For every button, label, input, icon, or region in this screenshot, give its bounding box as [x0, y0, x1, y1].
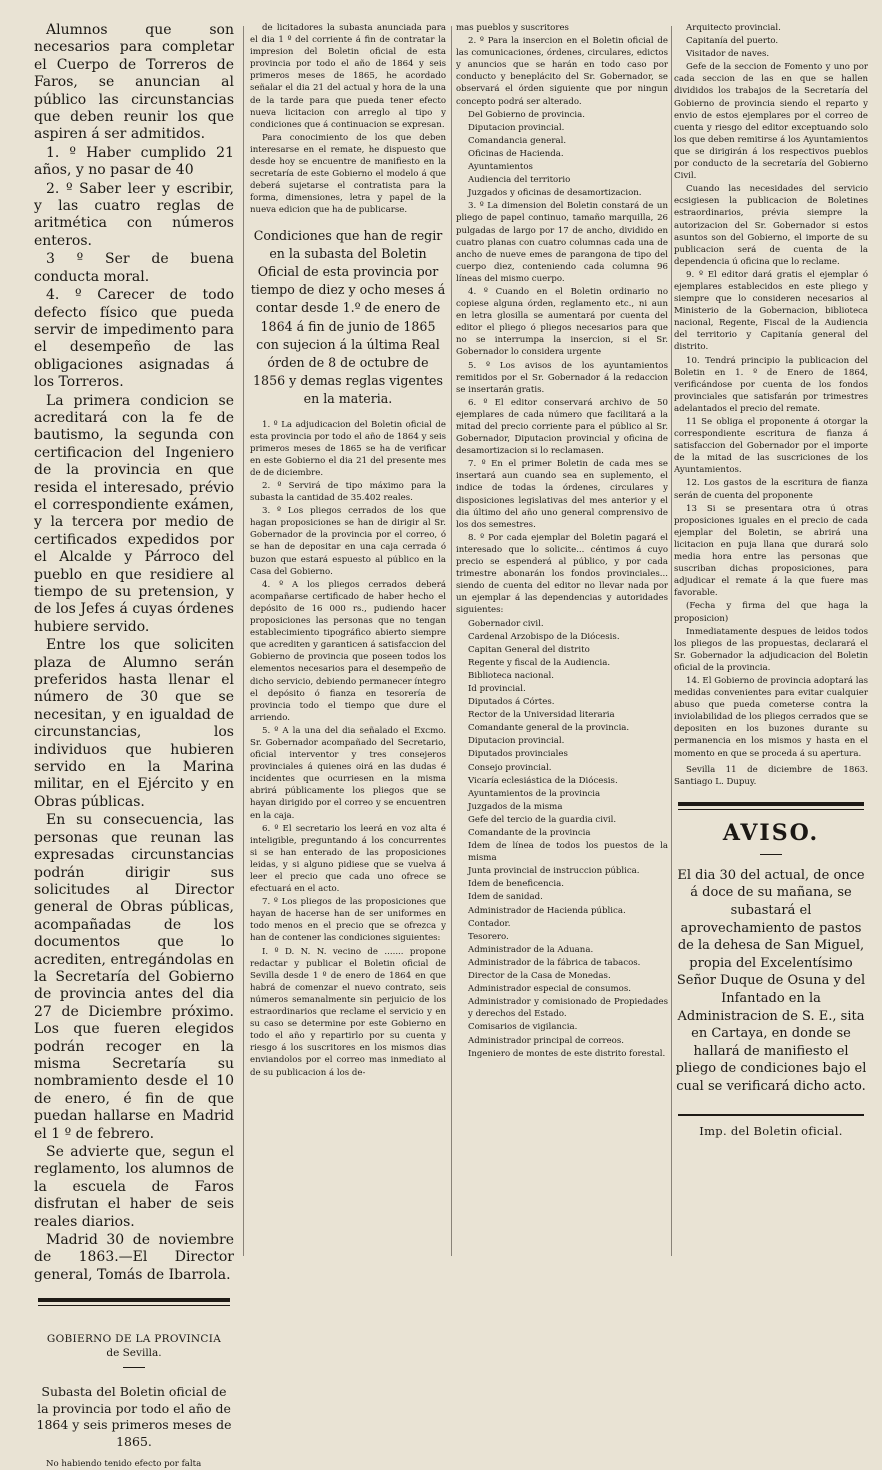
- list-item: Del Gobierno de provincia.: [468, 109, 586, 120]
- column-rule: [243, 26, 244, 1256]
- section-divider-thick: [38, 1298, 230, 1302]
- recipient-list-continued: [674, 22, 868, 60]
- list-item: Juzgados y oficinas de desamortizacion.: [468, 188, 642, 199]
- recipient-list: [456, 618, 668, 1060]
- list-item: Diputacion provincial.: [468, 736, 565, 747]
- conditions-heading: Condiciones que han de regir en la subasta del Boletin Oficial de esta provincia por tiempo de diez y ocho meses á contar desde 1.º de enero de 1864 á fin de junio de 1865 con sujecion á la última Real órden de 8 de octubre de 1856 y demas reglas vigentes en la materia.: [250, 227, 446, 407]
- condition-item: 1. º La adjudicacion del Boletin oficial de esta provincia por todo el año de 1864 y seis primeros meses de 1865 se ha de verificar en este Gobierno el dia 21 del presente mes de de diciembre.: [250, 419, 446, 478]
- short-rule: [760, 854, 782, 855]
- condition-item: I. º D. N. N. vecino de ....... propone redactar y publicar el Boletin oficial de Sevilla desde 1 º de enero de 1864 en que habrá de comenzar el nuevo contrato, seis números semanalmente sin perjuicio de los estraordinarios que reclame el servicio y en su caso se determine por este Gobierno en todo el año y repartirlo por su cuenta y riesgo á los suscritores en los mismos dias enviandolos por el correo mas inmediato al de su publicacion á los de-: [250, 946, 446, 1078]
- list-item: Junta provincial de instruccion pública.: [468, 866, 640, 877]
- list-item: Administrador de Hacienda pública.: [468, 905, 626, 916]
- aviso-text: El dia 30 del actual, de once á doce de su mañana, se subastará el aprovechamiento de pastos de la dehesa de San Miguel, propia del Excelentísimo Señor Duque de Osuna y del Infantado en la Administracion de S. E., sita en Cartaya, en donde se hallará de manifiesto el pliego de condiciones bajo el cual se verificará dicho acto.: [675, 867, 867, 1094]
- signature: Sevilla 11 de diciembre de 1863. Santiago L. Dupuy.: [674, 764, 868, 787]
- condition-item: 5. º A la una del dia señalado el Excmo. Sr. Gobernador acompañado del Secretario, oficial interventor y tres consejeros provinciales á quienes oirá en las dudas é incidentes que ocurriesen en la misma abrirá públicamente los pliegos que se hayan dirigido por el correo y se encuentren en la caja.: [250, 725, 446, 821]
- column-rule: [451, 26, 452, 1256]
- list-item: Comandante general de la provincia.: [468, 723, 630, 734]
- list-item: Tesorero.: [468, 931, 509, 942]
- section-divider-thick: [678, 802, 864, 806]
- list-item: Administrador de la fábrica de tabacos.: [468, 957, 641, 968]
- faros-paragraph: Entre los que soliciten plaza de Alumno serán preferidos hasta llenar el número de 30 que se necesitan, y en igualdad de circunstancias, los individuos que hubieren servido en la Marina militar, en el Ejército y en Obras públicas.: [34, 637, 234, 810]
- column-3: [456, 22, 668, 1272]
- list-item: Cardenal Arzobispo de la Diócesis.: [468, 631, 620, 642]
- gobierno-subtitle: de Sevilla.: [106, 1347, 162, 1360]
- condition-item: 4. º Cuando en el Boletin ordinario no copiese alguna órden, reglamento etc., ni aun en letra glosilla se aumentará por cuenta del editor el pliego ó pliegos necesarios para que no se interrumpa la insercion, si el Sr. Gobernador lo considera urgente: [456, 286, 668, 358]
- list-item: Juzgados de la misma: [468, 801, 563, 812]
- list-item: Diputados á Córtes.: [468, 697, 555, 708]
- faros-signature: Madrid 30 de noviembre de 1863.—El Director general, Tomás de Ibarrola.: [34, 1232, 234, 1283]
- condition-note: (Fecha y firma del que haga la proposicion): [674, 601, 868, 624]
- condition-item: 2. º Servirá de tipo máximo para la subasta la cantidad de 35.402 reales.: [250, 481, 446, 504]
- subasta-start: No habiendo tenido efecto por falta: [46, 1459, 202, 1470]
- short-rule: [123, 1367, 145, 1368]
- list-item: Administrador de la Aduana.: [468, 944, 594, 955]
- condition-item: 3. º Los pliegos cerrados de los que hagan proposiciones se han de dirigir al Sr. Gobernador de la provincia por el correo, ó se han de depositar en una caja cerrada ó buzon que estará espuesto al público en la Casa del Gobierno.: [250, 506, 446, 577]
- condition-item: 14. El Gobierno de provincia adoptará las medidas convenientes para evitar cualquier abuso que pueda cometerse contra la inviolabilidad de los pliegos cerrados que se depositen en los buzones durante su permanencia en los mismos y hasta en el momento en que se proceda á su apertura.: [674, 675, 868, 759]
- list-item: Comandante de la provincia: [468, 828, 591, 838]
- faros-requirement: 1. º Haber cumplido 21 años, y no pasar de 40: [34, 144, 234, 179]
- list-item: Visitador de naves.: [686, 49, 770, 60]
- condition-item: 11 Se obliga el proponente á otorgar la correspondiente escritura de fianza á satisfaccion del Gobernador por el importe de la mitad de las suscriciones de los Ayuntamientos.: [674, 417, 868, 476]
- list-item: Capitan General del distrito: [468, 644, 590, 655]
- condition-item: 9. º El editor dará gratis el ejemplar ó ejemplares establecidos en este pliego y siempre que lo consideren necesarios al Ministerio de la Gobernacion, biblioteca nacional, Regente, Fiscal de la Audiencia del territorio y Capitanía general del distrito.: [674, 269, 868, 353]
- column-rule: [671, 26, 672, 1256]
- list-item: Idem de beneficencia.: [468, 879, 564, 890]
- faros-paragraph: Se advierte que, segun el reglamento, los alumnos de la escuela de Faros disfrutan el haber de seis reales diarios.: [34, 1144, 234, 1230]
- condition-paragraph: Cuando las necesidades del servicio ecsigiesen la publicacion de Boletines estraordinarios, prévia siempre la autorizacion del Sr. Gobernador si estos asuntos son del Gobierno, el importe de su publicacion será de cuenta de la dependencia ú oficina que lo reclame.: [674, 184, 868, 267]
- footer-divider: [678, 1114, 864, 1116]
- gobierno-title: GOBIERNO DE LA PROVINCIA: [46, 1333, 222, 1346]
- list-item: Id provincial.: [468, 683, 526, 694]
- condition-item: 7. º En el primer Boletin de cada mes se insertará aun cuando sea en suplemento, el indice de todas la órdenes, circulares y disposiciones legislativas del mes anterior y el dia último del año uno general comprensivo de los dos semestres.: [456, 459, 668, 530]
- list-item: Ayuntamientos: [468, 162, 533, 173]
- continued-text: mas pueblos y suscritores: [456, 23, 569, 33]
- column-4: [674, 22, 868, 1272]
- subasta-paragraph: Para conocimiento de los que deben interesarse en el remate, he dispuesto que desde hoy se encuentre de manifiesto en la secretaría de este Gobierno el modelo á que deberá sujetarse el contratista para la forma, dimensiones, letra y papel de la nueva edicion que ha de publicarse.: [250, 132, 446, 216]
- condition-item: 4. º A los pliegos cerrados deberá acompañarse certificado de haber hecho el depósito de 16 000 rs., pudiendo hacer proposiciones las personas que no tengan establecimiento tipográfico abierto siempre que acrediten y garanticen á satisfaccion del Gobierno de provincia que poseen todos los elementos necesarios para el desempeño de dicho servicio, debiendo permanecer íntegro el depósito ó fianza en tesorería de provincia todo el tiempo que dure el arriendo.: [250, 579, 446, 723]
- list-item: Vicaría eclesiástica de la Diócesis.: [468, 775, 618, 786]
- list-item: Regente y fiscal de la Audiencia.: [468, 657, 611, 668]
- list-item: Gobernador civil.: [468, 618, 544, 629]
- condition-item: 8. º Por cada ejemplar del Boletin pagará el interesado que lo solicite... céntimos á cuyo precio se espenderá al público, y por cada trimestre abonarán los fondos provinciales... siendo de cuenta del editor no llevar nada por un ejemplar á las dependencias y autoridades siguientes:: [456, 532, 668, 616]
- condition-item: 2. º Para la insercion en el Boletin oficial de las comunicaciones, órdenes, circulares, edictos y anuncios que se harán en todo caso por conducto y beneplácito del Sr. Gobernador, se observará el órden siguiente que por ningun concepto podrá ser alterado.: [456, 36, 668, 107]
- subasta-paragraph: de licitadores la subasta anunciada para el dia 1 º del corriente á fin de contratar la impresion del Boletin oficial de esta provincia por todo el año de 1864 y seis primeros meses de 1865, he acordado señalar el dia 21 del actual y hora de la una de la tarde para que pueda tener efecto nueva licitacion con arreglo al tipo y condiciones que á continuacion se expresan.: [250, 23, 446, 130]
- list-item: Contador.: [468, 918, 511, 929]
- list-item: Idem de sanidad.: [468, 892, 543, 903]
- list-item: Diputados provinciales: [468, 749, 568, 760]
- list-item: Administrador especial de consumos.: [468, 984, 631, 995]
- insertion-order-list: [456, 109, 668, 200]
- column-1: [34, 22, 234, 1470]
- condition-item: 7. º Los pliegos de las proposiciones que hayan de hacerse han de ser uniformes en todo menos en el precio que se ofrezca y han de contener las condiciones siguientes:: [250, 897, 446, 944]
- faros-paragraph: La primera condicion se acreditará con la fe de bautismo, la segunda con certificacion del Ingeniero de la provincia en que resida el interesado, prévio el correspondiente exámen, y la tercera por medio de certificados expedidos por el Alcalde y Párroco del pueblo en que residiere al tiempo de su pretension, y de los Jefes á cuyas órdenes hubiere servido.: [34, 392, 234, 635]
- faros-requirement: 3 º Ser de buena conducta moral.: [34, 251, 234, 285]
- list-item: Administrador y comisionado de Propiedades y derechos del Estado.: [468, 997, 668, 1020]
- faros-requirement: 4. º Carecer de todo defecto físico que pueda servir de impedimento para el desempeño de las obligaciones asignadas á los Torreros.: [34, 287, 234, 391]
- list-item: Consejo provincial.: [468, 762, 552, 773]
- section-divider-thin: [678, 809, 864, 810]
- list-item: Oficinas de Hacienda.: [468, 148, 564, 159]
- faros-paragraph: En su consecuencia, las personas que reunan las expresadas circunstancias podrán dirigir sus solicitudes al Director general de Obras públicas, acompañadas de los documentos que lo acrediten, entregándolas en la Secretaría del Gobierno de provincia antes del dia 27 de Diciembre próximo. Los que fueren elegidos podrán recoger en la misma Secretaría su nombramiento desde el 10 de enero, é fin de que puedan hallarse en Madrid el 1 º de febrero.: [34, 812, 234, 1142]
- condition-item: 10. Tendrá principio la publicacion del Boletin en 1. º de Enero de 1864, verificándose por cuenta de los fondos provinciales que satisfarán por trimestres adelantados el precio del remate.: [674, 355, 868, 414]
- list-item: Ingeniero de montes de este distrito forestal.: [468, 1048, 666, 1059]
- subasta-title: Subasta del Boletin oficial de la provincia por todo el año de 1864 y seis primeros meses de 1865.: [36, 1384, 232, 1449]
- list-item: Audiencia del territorio: [468, 175, 571, 186]
- condition-item: 6. º El editor conservará archivo de 50 ejemplares de cada número que facilitará a la mitad del precio corriente para el público al Sr. Gobernador, Diputacion provincial y oficina de desamortizacion si lo reclamasen.: [456, 397, 668, 457]
- aviso-title: AVISO.: [722, 819, 820, 846]
- section-divider-thin: [38, 1305, 230, 1306]
- list-item: Comisarios de vigilancia.: [468, 1022, 578, 1033]
- column-2: [250, 22, 446, 1272]
- faros-requirement: 2. º Saber leer y escribir, y las cuatro reglas de aritmética con números enteros.: [34, 180, 234, 249]
- list-item: Ayuntamientos de la provincia: [468, 788, 601, 799]
- condition-item: 13 Si se presentara otra ú otras proposiciones iguales en el precio de cada ejemplar del Boletin, se abrirá una licitacion en puja llana que durará solo media hora entre las personas que suscriban dichas proposiciones, para adjudicar el remate á la que fuere mas favorable.: [674, 503, 868, 599]
- condition-paragraph: Inmediatamente despues de leidos todos los pliegos de las propuestas, declarará el Sr. Gobernador la adjudicacion del Boletin oficial de la provincia.: [674, 626, 868, 673]
- list-item: Arquitecto provincial.: [686, 23, 781, 33]
- condition-item: 3. º La dimension del Boletin constará de un pliego de papel continuo, tamaño marquilla, 26 pulgadas de largo por 17 de ancho, dividido en cuatro planas con cuatro columnas cada una de ancho de nueve emes de parangona de tipo del cuerpo diez, conteniendo cada columna 96 líneas del mismo cuerpo.: [456, 201, 668, 284]
- list-item: Gefe del tercio de la guardia civil.: [468, 814, 617, 825]
- list-item: Rector de la Universidad literaria: [468, 710, 615, 721]
- imprint: Imp. del Boletin oficial.: [699, 1123, 843, 1138]
- list-item: Comandancia general.: [468, 135, 567, 146]
- condition-item: 12. Los gastos de la escritura de fianza serán de cuenta del proponente: [674, 478, 868, 501]
- faros-intro: Alumnos que son necesarios para completar el Cuerpo de Torreros de Faros, se anuncian al público las circunstancias que deben reunir los que aspiren á ser admitidos.: [34, 22, 234, 143]
- condition-item: 5. º Los avisos de los ayuntamientos remitidos por el Sr. Gobernador á la redaccion se insertarán gratis.: [456, 360, 668, 395]
- list-item: Diputacion provincial.: [468, 122, 565, 133]
- list-item: Idem de línea de todos los puestos de la misma: [468, 841, 668, 864]
- list-item: Administrador principal de correos.: [468, 1035, 624, 1046]
- list-item: Capitanía del puerto.: [686, 36, 779, 47]
- condition-item: 6. º El secretario los leerá en voz alta é inteligible, preguntando á los concurrentes si se han enterado de las proposiciones leidas, y si alguno pidiese que se vuelva á leer el precio que cada uno ofrece se efectuará en el acto.: [250, 823, 446, 895]
- list-item: Director de la Casa de Monedas.: [468, 971, 611, 982]
- condition-paragraph: Gefe de la seccion de Fomento y uno por cada seccion de las en que se hallen divididos los trabajos de la Secretaría del Gobierno de provincia siendo el reparto y envio de estos ejemplares por el correo de cuenta y riesgo del editor exceptuando solo los que deben remitirse á los Ayuntamientos que se dirigirán á los respectivos pueblos por conducto de la secretaría del Gobierno Civil.: [674, 62, 868, 182]
- list-item: Biblioteca nacional.: [468, 670, 554, 681]
